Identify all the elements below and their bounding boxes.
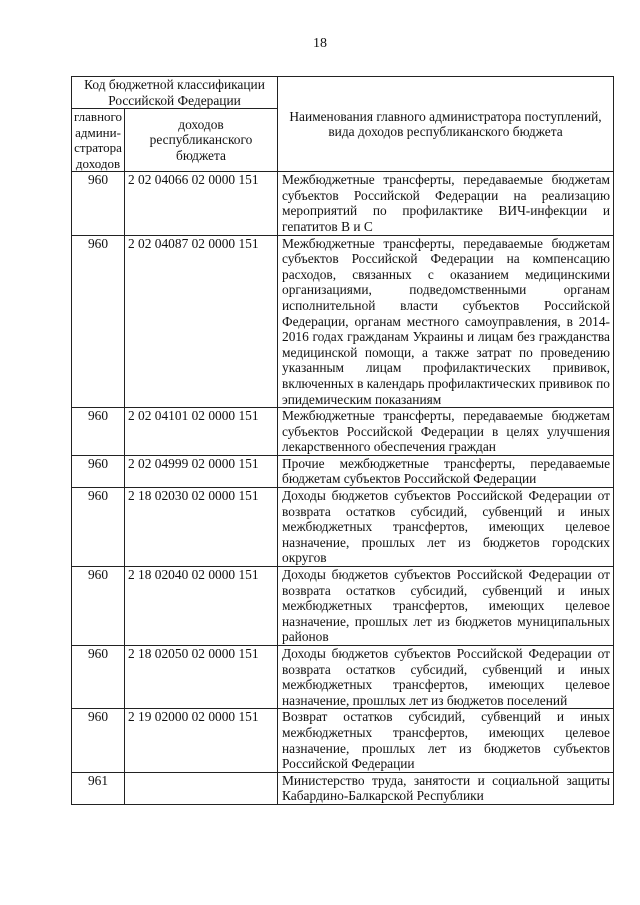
row-admin-code: 960	[72, 567, 125, 646]
header-admin-column: главного админи-стратора доходов	[72, 109, 125, 172]
row-budget-code: 2 02 04101 02 0000 151	[125, 408, 278, 456]
row-budget-code	[125, 772, 278, 804]
row-budget-code: 2 02 04066 02 0000 151	[125, 172, 278, 235]
row-name: Доходы бюджетов субъектов Российской Федерации от возврата остатков субсидий, субвенций и иных межбюджетных трансфертов, имеющих целевое назначение, прошлых лет из бюджетов поселений	[278, 646, 614, 709]
header-name-column: Наименования главного администратора поступлений, вида доходов республиканского бюджета	[278, 77, 614, 172]
table-row	[72, 235, 614, 408]
row-admin-code: 960	[72, 646, 125, 709]
row-admin-code: 960	[72, 709, 125, 772]
row-name: Доходы бюджетов субъектов Российской Федерации от возврата остатков субсидий, субвенций и иных межбюджетных трансфертов, имеющих целевое назначение, прошлых лет из бюджетов муниципальных районов	[278, 567, 614, 646]
page-number: 18	[313, 36, 327, 51]
row-admin-code: 960	[72, 488, 125, 567]
row-admin-code: 960	[72, 235, 125, 408]
table-header-row-group	[72, 77, 614, 109]
table-row	[72, 408, 614, 456]
table-row	[72, 567, 614, 646]
row-budget-code: 2 18 02030 02 0000 151	[125, 488, 278, 567]
row-budget-code: 2 18 02050 02 0000 151	[125, 646, 278, 709]
row-name: Возврат остатков субсидий, субвенций и иных межбюджетных трансфертов, имеющих целевое назначение, прошлых лет из бюджетов субъектов Российской Федерации	[278, 709, 614, 772]
row-admin-code: 960	[72, 172, 125, 235]
row-name: Прочие межбюджетные трансферты, передаваемые бюджетам субъектов Российской Федерации	[278, 455, 614, 487]
row-name: Межбюджетные трансферты, передаваемые бюджетам субъектов Российской Федерации на компенсацию расходов, связанных с оказанием медицинскими организациями, подведомственными органам исполнительной власти субъектов Российской Федерации, органам местного самоуправления, в 2014-2016 годах гражданам Украины и лицам без гражданства медицинской помощи, а также затрат по проведению указанным лицам профилактических прививок, включенных в календарь профилактических прививок по эпидемическим показаниям	[278, 235, 614, 408]
row-admin-code: 960	[72, 455, 125, 487]
table-row	[72, 772, 614, 804]
row-name: Межбюджетные трансферты, передаваемые бюджетам субъектов Российской Федерации в целях улучшения лекарственного обеспечения граждан	[278, 408, 614, 456]
row-admin-code: 960	[72, 408, 125, 456]
header-income-column: доходов республиканского бюджета	[125, 109, 278, 172]
table-row	[72, 646, 614, 709]
table-row	[72, 172, 614, 235]
table-body	[72, 172, 614, 805]
row-admin-code: 961	[72, 772, 125, 804]
row-budget-code: 2 19 02000 02 0000 151	[125, 709, 278, 772]
budget-classification-table	[71, 76, 614, 805]
table-row	[72, 455, 614, 487]
table-row	[72, 488, 614, 567]
row-budget-code: 2 18 02040 02 0000 151	[125, 567, 278, 646]
row-budget-code: 2 02 04999 02 0000 151	[125, 455, 278, 487]
header-group-title: Код бюджетной классификации Российской Федерации	[72, 77, 278, 109]
row-budget-code: 2 02 04087 02 0000 151	[125, 235, 278, 408]
row-name: Доходы бюджетов субъектов Российской Федерации от возврата остатков субсидий, субвенций и иных межбюджетных трансфертов, имеющих целевое назначение, прошлых лет из бюджетов городских округов	[278, 488, 614, 567]
row-name: Министерство труда, занятости и социальной защиты Кабардино-Балкарской Республики	[278, 772, 614, 804]
row-name: Межбюджетные трансферты, передаваемые бюджетам субъектов Российской Федерации на реализацию мероприятий по профилактике ВИЧ-инфекции и гепатитов В и С	[278, 172, 614, 235]
table-row	[72, 709, 614, 772]
